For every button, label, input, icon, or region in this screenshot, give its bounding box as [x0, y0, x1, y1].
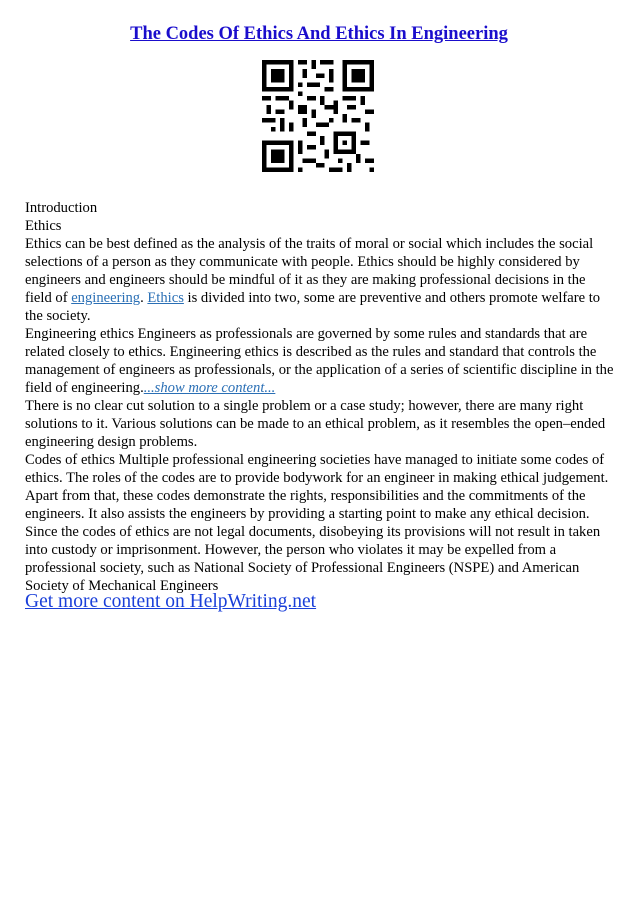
separator-text: .	[140, 290, 148, 306]
paragraph-engineering-ethics	[25, 325, 615, 397]
qr-code-image	[262, 60, 374, 172]
paragraph-codes-of-ethics: Codes of ethics Multiple professional engineering societies have managed to initiate some codes of ethics. The roles of the codes are to provide bodywork for an engineer in making ethical judgement. Apart from that, these codes demonstrate the rights, responsibilities and the commitments of the engineers. It also assists the engineers by providing a starting point to make any ethical decision. Since the codes of ethics are not legal documents, disobeying its provisions will not result in taken into custody or imprisonment. However, the person who violates it may be expelled from a professional society, such as National Society of Professional Engineers (NSPE) and American Society of Mechanical Engineers	[25, 452, 609, 594]
paragraph-text: Ethics can be best defined as the analysis of the traits of moral or social which includes the social selections of a person as they communicate with people. Ethics should be highly considered by engineers and engineers should be mindful of it as they are making professional decisions in the field of	[25, 236, 594, 306]
paragraph-text: Engineering ethics Engineers as professionals are governed by some rules and standards that are related closely to ethics. Engineering ethics is described as the rules and standard that controls the management of engineers as professionals, or the application of a series of scientific discipline in the field of engineering.	[25, 326, 614, 396]
engineering-link[interactable]: engineering	[71, 290, 141, 306]
show-more-content-link[interactable]: ...show more content...	[143, 380, 276, 396]
paragraph-text: is divided into two, some are preventive and others promote welfare to the society.	[25, 290, 601, 324]
get-more-content-link[interactable]: Get more content on HelpWriting.net	[25, 591, 317, 612]
paragraph-ethics-definition	[25, 235, 615, 325]
paragraph-solutions: There is no clear cut solution to a single problem or a case study; however, there are many right solutions to it. Various solutions can be made to an ethical problem, as it resembles the open–ended engineering design problems.	[25, 398, 606, 450]
document-title-link[interactable]: The Codes Of Ethics And Ethics In Engineering	[130, 24, 508, 44]
heading-introduction: Introduction	[25, 200, 98, 216]
document-body	[25, 199, 615, 595]
ethics-link[interactable]: Ethics	[147, 290, 184, 306]
heading-ethics: Ethics	[25, 218, 62, 234]
